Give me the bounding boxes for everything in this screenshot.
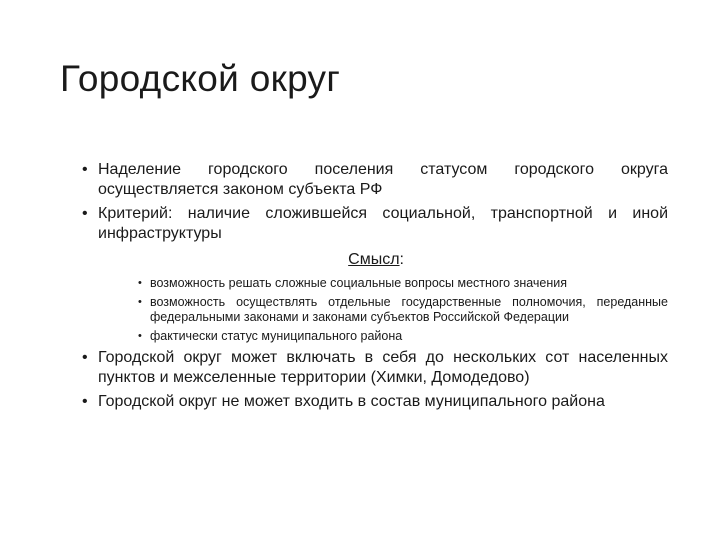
bullet-marker: • [82, 161, 88, 178]
meaning-heading [82, 250, 668, 270]
bullet-text: Городской округ может включать в себя до нескольких сот населенных пунктов и межселенные территории (Химки, Домодедово) [98, 349, 668, 386]
bullet-item [82, 392, 668, 412]
bullet-item [82, 348, 668, 388]
bullet-marker: • [82, 205, 88, 222]
meaning-colon: : [399, 251, 404, 268]
bullet-item [82, 204, 668, 244]
slide-content [82, 160, 668, 416]
sub-bullet-text: возможность осуществлять отдельные государственные полномочия, переданные федеральными законами и законами субъектов Российской Федерации [150, 295, 668, 324]
sub-bullet-marker: • [138, 277, 142, 289]
sub-bullet-marker: • [138, 296, 142, 308]
bullet-text: Городской округ не может входить в состав муниципального района [98, 393, 605, 410]
meaning-label: Смысл [348, 251, 400, 268]
bullet-text: Наделение городского поселения статусом городского округа осуществляется законом субъекта РФ [98, 161, 668, 198]
bullet-item [82, 160, 668, 200]
sub-bullet-text: фактически статус муниципального района [150, 329, 403, 343]
sub-bullet-item [138, 295, 668, 325]
sub-bullet-item [138, 329, 668, 344]
sub-bullet-text: возможность решать сложные социальные вопросы местного значения [150, 276, 568, 290]
sub-bullet-item [138, 276, 668, 291]
bullet-marker: • [82, 393, 88, 410]
bullet-text: Критерий: наличие сложившейся социальной, транспортной и иной инфраструктуры [98, 205, 668, 242]
slide-title: Городской округ [60, 58, 341, 99]
sub-bullet-marker: • [138, 330, 142, 342]
sub-bullet-list [138, 276, 668, 344]
bullet-marker: • [82, 349, 88, 366]
